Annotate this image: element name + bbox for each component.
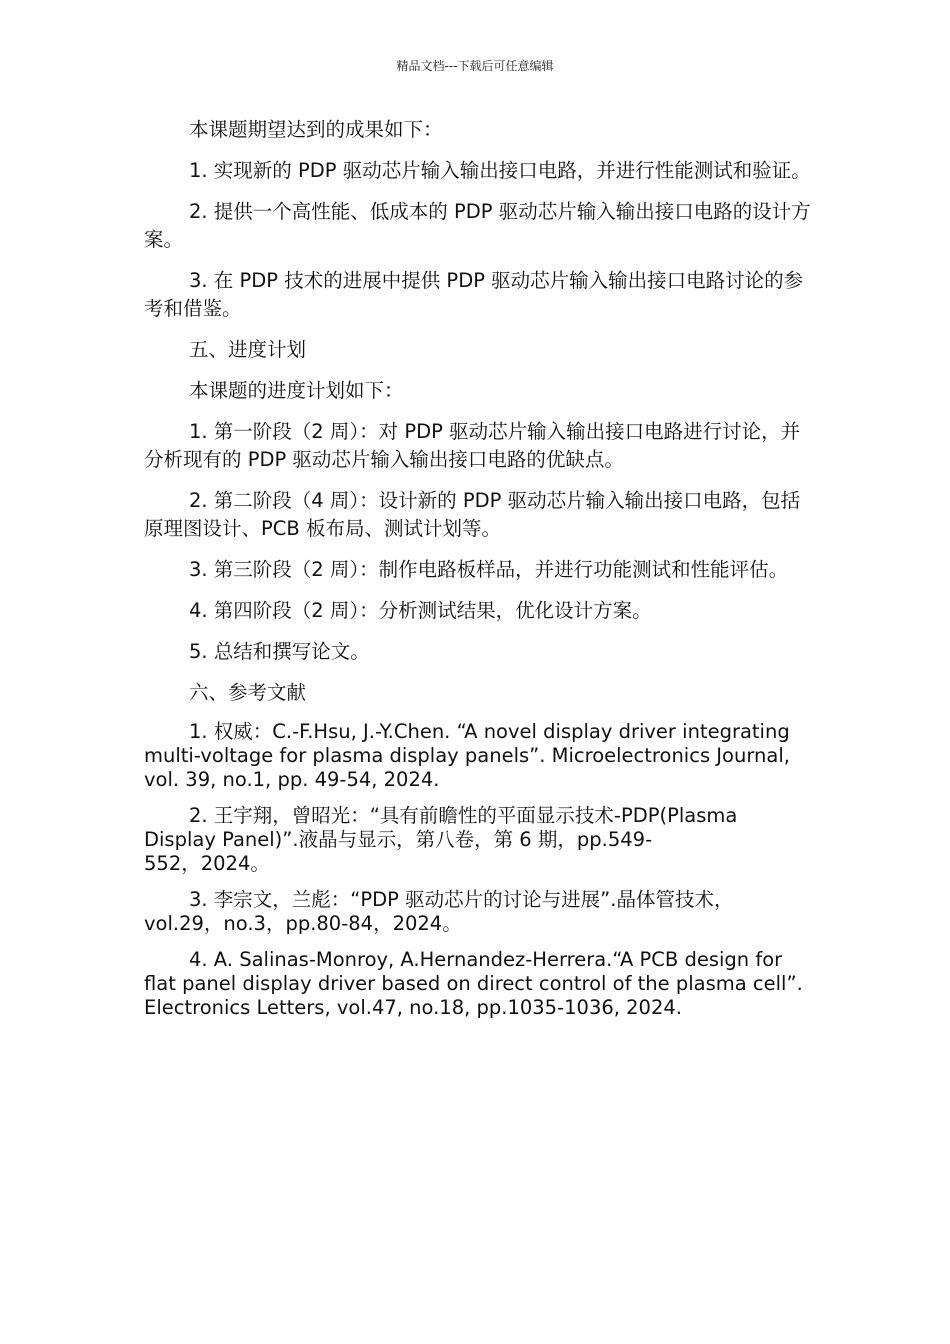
paragraph-schedule-stage-1: 1. 第一阶段（2 周）：对 PDP 驱动芯片输入输出接口电路进行讨论，并分析现有的 PDP 驱动芯片输入输出接口电路的优缺点。 bbox=[144, 420, 801, 471]
paragraph-schedule-intro: 本课题的进度计划如下： bbox=[189, 379, 404, 402]
page-header: 精品文档---下载后可任意编辑 bbox=[396, 59, 554, 73]
reference-item-3: 3. 李宗文，兰彪：“PDP 驱动芯片的讨论与进展”.晶体管技术，vol.29，no.3，pp.80-84，2024。 bbox=[144, 888, 734, 935]
paragraph-result-2: 2. 提供一个高性能、低成本的 PDP 驱动芯片输入输出接口电路的设计方案。 bbox=[144, 200, 811, 251]
paragraph-schedule-stage-4: 4. 第四阶段（2 周）：分析测试结果，优化设计方案。 bbox=[189, 599, 652, 622]
paragraph-schedule-step-5: 5. 总结和撰写论文。 bbox=[189, 640, 370, 663]
reference-item-2: 2. 王宇翔，曾昭光：“具有前瞻性的平面显示技术-PDP(Plasma Display Panel)”.液晶与显示，第八卷，第 6 期，pp.549- 552，2024。 bbox=[144, 804, 738, 875]
paragraph-expected-results-intro: 本课题期望达到的成果如下： bbox=[189, 118, 443, 141]
paragraph-result-1: 1. 实现新的 PDP 驱动芯片输入输出接口电路，并进行性能测试和验证。 bbox=[189, 159, 811, 182]
document-body bbox=[144, 116, 812, 1020]
section-heading-schedule: 五、进度计划 bbox=[189, 338, 307, 361]
paragraph-schedule-stage-3: 3. 第三阶段（2 周）：制作电路板样品，并进行功能测试和性能评估。 bbox=[189, 558, 789, 581]
paragraph-result-3: 3. 在 PDP 技术的进展中提供 PDP 驱动芯片输入输出接口电路讨论的参考和借鉴。 bbox=[144, 269, 804, 320]
reference-item-1: 1. 权威：C.-F.Hsu, J.-Y.Chen. “A novel display driver integrating multi-voltage for plasma display panels”. Microelectronics Journal, vol. 39, no.1, pp. 49-54, 2024. bbox=[144, 720, 797, 791]
section-heading-references: 六、参考文献 bbox=[189, 681, 307, 704]
reference-item-4: 4. A. Salinas-Monroy, A.Hernandez-Herrera.“A PCB design for flat panel display driver based on direct control of the plasma cell”. Electronics Letters, vol.47, no.18, pp.1035-1036, 2024. bbox=[144, 948, 809, 1019]
paragraph-schedule-stage-2: 2. 第二阶段（4 周）：设计新的 PDP 驱动芯片输入输出接口电路，包括原理图设计、PCB 板布局、测试计划等。 bbox=[144, 489, 801, 540]
